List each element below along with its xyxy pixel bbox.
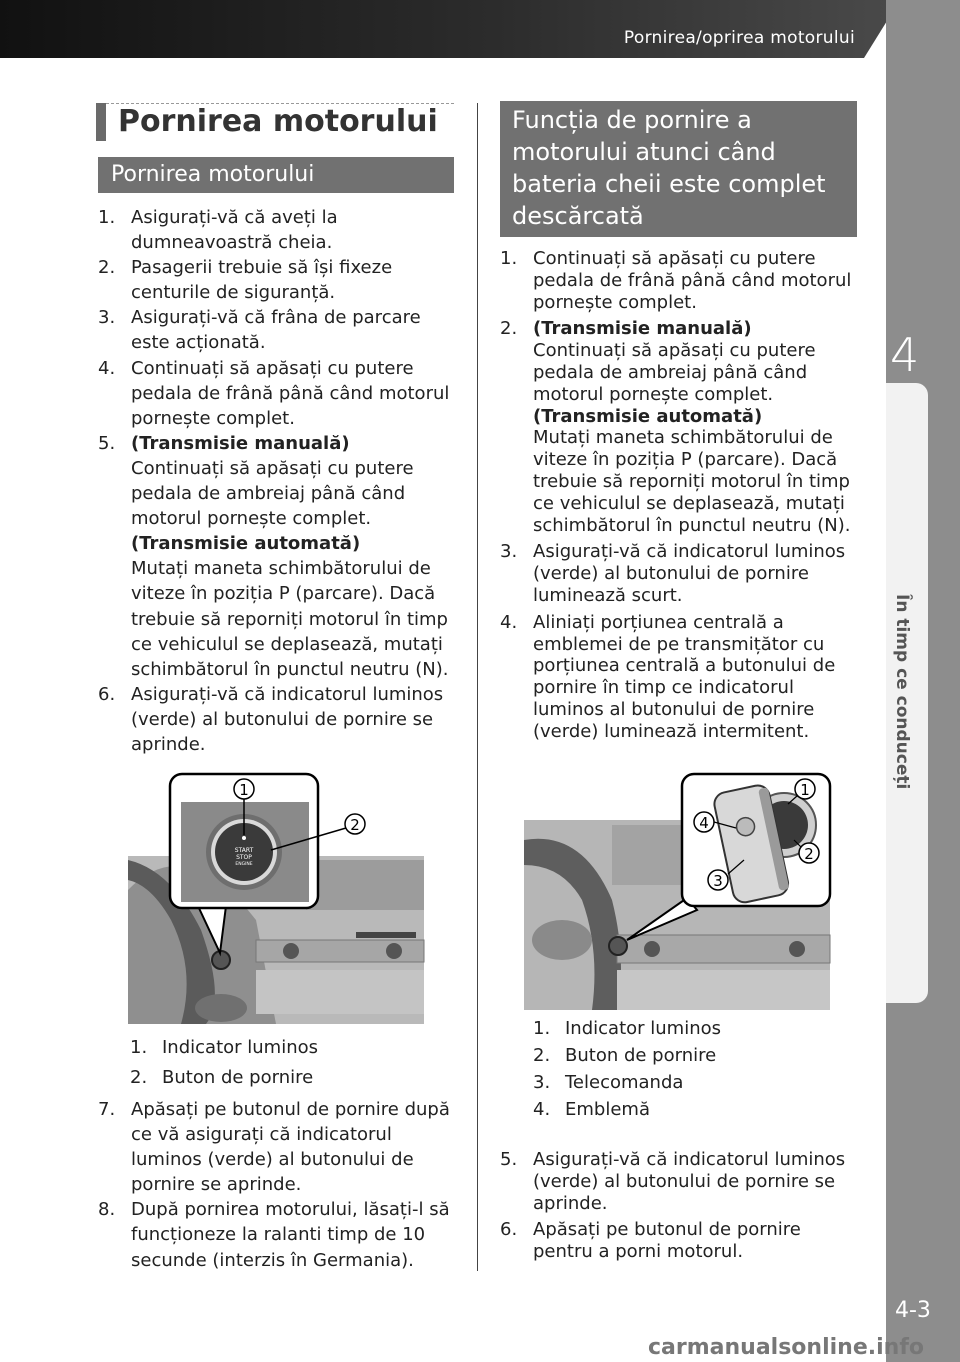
- page-number: 4-3: [895, 1298, 931, 1323]
- subsection-title: Pornirea motorului: [98, 157, 454, 193]
- start-button-figure: [126, 770, 426, 1026]
- manual-label: (Transmisie manuală): [533, 318, 752, 340]
- right-steps-after: [500, 1149, 860, 1268]
- svg-text:4: 4: [699, 814, 709, 832]
- chapter-number: 4: [890, 328, 920, 382]
- svg-text:ENGINE: ENGINE: [235, 862, 253, 867]
- svg-text:START: START: [234, 847, 254, 854]
- list-item: 6. Apăsați pe butonul de pornire pentru a porni motorul.: [500, 1219, 801, 1263]
- left-steps: [98, 205, 458, 757]
- list-item: 2. Buton de pornire: [130, 1067, 314, 1088]
- manual-label: (Transmisie manuală): [131, 432, 350, 454]
- list-item: 2. Buton de pornire: [533, 1045, 717, 1066]
- list-item: 3. Telecomanda: [533, 1072, 684, 1093]
- right-figure-legend: [533, 1015, 721, 1123]
- list-item: 8. După pornirea motorului, lăsați-l să funcționeze la ralanti timp de 10 secunde (interzis în Germania).: [98, 1199, 450, 1271]
- auto-label: (Transmisie automată): [533, 405, 763, 427]
- list-item: 2. Pasagerii trebuie să își fixeze centurile de siguranță.: [98, 257, 393, 304]
- list-item: 6. Asigurați-vă că indicatorul luminos (verde) al butonului de pornire se aprinde.: [98, 683, 444, 755]
- list-item: 5. (Transmisie manuală) Continuați să apăsați cu putere pedala de ambreiaj până când motorul pornește complet. (Transmisie automată) Mutați maneta schimbătorului de viteze în poziția P (parcare). Dacă trebuie să reporniți motorul în timp ce vehiculul se deplasează, mutați schimbătorul în punctul neutru (N).: [98, 431, 458, 682]
- list-item: 1. Indicator luminos: [533, 1018, 722, 1039]
- svg-text:2: 2: [350, 816, 360, 834]
- list-item: 3. Asigurați-vă că indicatorul luminos (verde) al butonului de pornire luminează scurt.: [500, 541, 846, 606]
- section-title: Pornirea motorului: [118, 104, 438, 139]
- list-item: 2. (Transmisie manuală) Continuați să apăsați cu putere pedala de ambreiaj până când motorul pornește complet. (Transmisie automată) Mutați maneta schimbătorului de viteze în poziția P (parcare). Dacă trebuie să reporniți motorul în timp ce vehiculul se deplasează, mutați schimbătorul în punctul neutru (N).: [500, 318, 860, 536]
- list-item: 7. Apăsați pe butonul de pornire după ce vă asigurați că indicatorul luminos (verde) al butonului de pornire se aprinde.: [98, 1099, 450, 1196]
- list-item: 1. Continuați să apăsați cu putere pedala de frână până când motorul pornește complet.: [500, 248, 852, 313]
- svg-text:1: 1: [239, 781, 249, 799]
- svg-text:STOP: STOP: [236, 854, 252, 861]
- list-item: 5. Asigurați-vă că indicatorul luminos (verde) al butonului de pornire se aprinde.: [500, 1149, 846, 1214]
- svg-text:3: 3: [713, 872, 723, 890]
- watermark: carmanualsonline.info: [648, 1335, 924, 1360]
- column-divider: [477, 103, 478, 1271]
- left-steps-after: [98, 1097, 458, 1273]
- list-item: 1. Asigurați-vă că aveți la dumneavoastră cheia.: [98, 207, 338, 254]
- auto-label: (Transmisie automată): [131, 533, 361, 555]
- key-fob-figure: [522, 770, 834, 1012]
- list-item: 3. Asigurați-vă că frâna de parcare este acționată.: [98, 307, 421, 354]
- chapter-label: În timp ce conduceți: [892, 594, 912, 790]
- running-header-title: Pornirea/oprirea motorului: [623, 28, 855, 48]
- right-steps: [500, 248, 860, 748]
- list-item: 4. Continuați să apăsați cu putere pedala de frână până când motorul pornește complet.: [98, 357, 450, 429]
- svg-text:2: 2: [804, 845, 814, 863]
- right-section-title: Funcția de pornire a motorului atunci când bateria cheii este complet descărcată: [500, 101, 857, 237]
- list-item: 4. Aliniați porțiunea centrală a emblemei de pe transmițător cu porțiunea centrală a butonului de pornire în timp ce indicatorul luminos al butonului de pornire (verde) luminează intermitent.: [500, 611, 836, 742]
- list-item: 4. Emblemă: [533, 1099, 650, 1120]
- left-figure-legend: [130, 1033, 318, 1093]
- section-heading-marker: [96, 103, 106, 141]
- list-item: 1. Indicator luminos: [130, 1037, 319, 1058]
- svg-text:1: 1: [800, 781, 810, 799]
